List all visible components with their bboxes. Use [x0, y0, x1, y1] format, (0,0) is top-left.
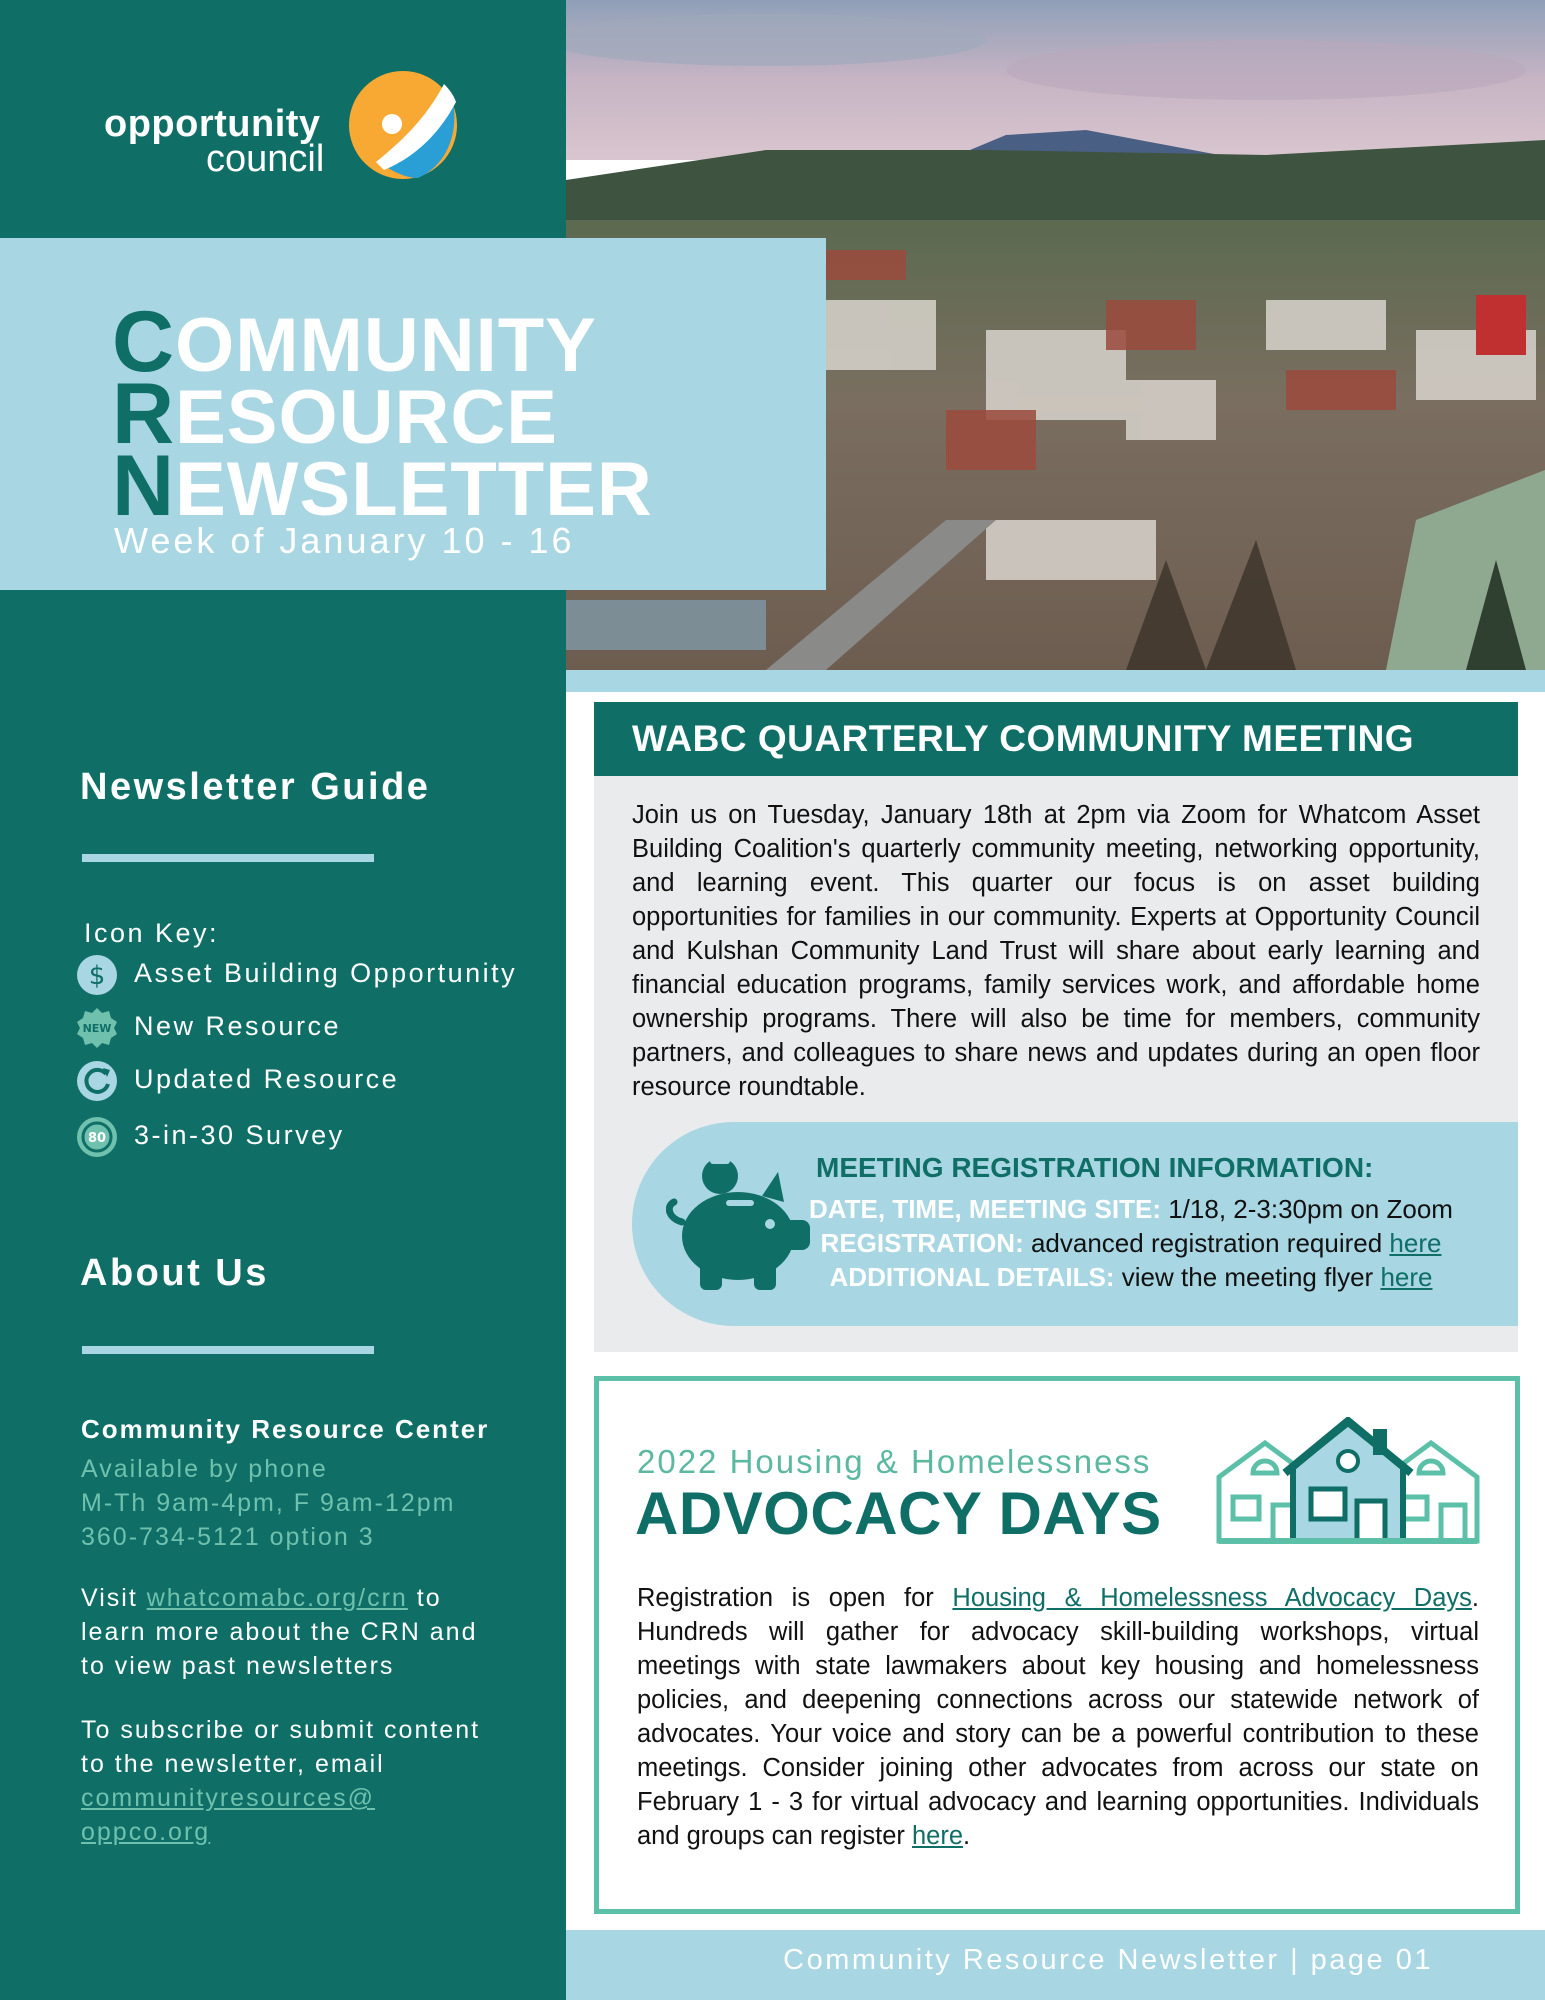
week-of-date: Week of January 10 - 16 — [114, 520, 575, 561]
wabc-meeting-card — [594, 702, 1518, 1352]
guide-divider — [82, 854, 374, 862]
photo-strip — [566, 670, 1545, 692]
piggy-bank-icon — [666, 1152, 816, 1294]
wabc-meeting-description: Join us on Tuesday, January 18th at 2pm via Zoom for Whatcom Asset Building Coalition's quarterly community meeting, networking opportunity, and learning event. This quarter our focus is on asset building opportunities for families in our community. Experts at Opportunity Council and Kulshan Community Land Trust will share about early learning and financial education programs, family services work, and affordable home ownership programs. There will also be time for members, community partners, and colleagues to share news and updates during an open floor resource roundtable. — [632, 801, 1480, 1101]
subscribe-paragraph — [81, 1713, 501, 1849]
advocacy-subtitle: 2022 Housing & Homelessness — [637, 1443, 1152, 1480]
page-footer — [566, 1930, 1545, 2000]
title-cap-c: C — [112, 294, 176, 390]
newsletter-guide-heading: Newsletter Guide — [80, 766, 431, 808]
registration-details-line — [796, 1262, 1466, 1293]
reg-key: REGISTRATION: — [820, 1228, 1024, 1258]
crc-hours: M-Th 9am-4pm, F 9am-12pm — [81, 1489, 456, 1517]
advocacy-register-here-link[interactable]: here — [912, 1822, 964, 1850]
about-divider — [82, 1346, 374, 1354]
houses-icon — [1213, 1417, 1483, 1547]
svg-text:$: $ — [88, 961, 106, 991]
subscribe-email-link[interactable]: communityresources@ oppco.org — [81, 1784, 376, 1846]
about-us-heading: About Us — [80, 1252, 269, 1294]
advocacy-days-card — [594, 1376, 1520, 1914]
new-badge-icon — [76, 1007, 118, 1049]
title-rest-2: ESOURCE — [175, 375, 558, 460]
wabc-meeting-title: WABC QUARTERLY COMMUNITY MEETING — [632, 718, 1415, 759]
title-line-newsletter — [112, 438, 653, 534]
crc-phone: 360-734-5121 option 3 — [81, 1523, 375, 1551]
adv-body-main: . Hundreds will gather for advocacy skill-building workshops, virtual meetings with state lawmakers about key housing and homelessness policies, and deepening connections across our statewide network of advocates. Your voice and story can be a powerful contribution to these meetings. Consider joining other advocates from across our state on February 1 - 3 for virtual advocacy and learning opportunities. Individuals and groups can register — [637, 1584, 1479, 1850]
title-rest-1: OMMUNITY — [175, 303, 597, 388]
logo-text-council: council — [206, 138, 325, 180]
reg-key: ADDITIONAL DETAILS: — [829, 1262, 1115, 1292]
dollar-icon — [76, 954, 118, 996]
registration-required-line — [796, 1228, 1466, 1259]
title-line-resource — [112, 366, 558, 462]
adv-body-end: . — [963, 1822, 971, 1850]
crn-website-link[interactable]: whatcomabc.org/crn — [146, 1584, 408, 1612]
opportunity-council-logo[interactable] — [104, 70, 464, 185]
icon-key-label: New Resource — [134, 1011, 342, 1041]
refresh-icon — [76, 1060, 118, 1102]
visit-paragraph — [81, 1581, 511, 1683]
meeting-flyer-here-link[interactable]: here — [1380, 1262, 1433, 1292]
subscribe-text: To subscribe or submit content to the newsletter, email — [81, 1716, 481, 1778]
reg-value: view the meeting flyer — [1114, 1262, 1381, 1292]
survey-icon — [76, 1116, 118, 1158]
title-line-community — [112, 294, 597, 390]
reg-value: advanced registration required — [1023, 1228, 1390, 1258]
survey-badge-text: 80 — [87, 1131, 107, 1146]
visit-prefix: Visit — [81, 1584, 147, 1612]
adv-body-prefix: Registration is open for — [637, 1584, 953, 1612]
icon-key-label: 3-in-30 Survey — [134, 1120, 345, 1150]
title-cap-n: N — [112, 438, 176, 534]
icon-key-label: Asset Building Opportunity — [134, 958, 518, 988]
advocacy-days-link[interactable]: Housing & Homelessness Advocacy Days — [952, 1584, 1472, 1612]
title-cap-r: R — [112, 366, 176, 462]
crc-availability: Available by phone — [81, 1455, 328, 1483]
visit-suffix: to learn more about the CRN and to view past newsletters — [81, 1584, 478, 1680]
registration-here-link[interactable]: here — [1389, 1228, 1442, 1258]
new-badge-text: NEW — [82, 1022, 112, 1035]
advocacy-description — [637, 1581, 1479, 1853]
registration-info-panel — [632, 1122, 1518, 1326]
registration-title: MEETING REGISTRATION INFORMATION: — [816, 1152, 1374, 1183]
crc-title: Community Resource Center — [81, 1414, 490, 1444]
title-rest-3: EWSLETTER — [175, 447, 653, 532]
advocacy-title: ADVOCACY DAYS — [635, 1480, 1162, 1547]
icon-key-label: Updated Resource — [134, 1064, 400, 1094]
registration-date-line — [796, 1194, 1466, 1225]
wabc-meeting-header — [594, 702, 1518, 776]
reg-key: DATE, TIME, MEETING SITE: — [809, 1194, 1161, 1224]
icon-key-title: Icon Key: — [84, 918, 220, 948]
logo-mark-icon — [348, 70, 458, 180]
footer-text: Community Resource Newsletter | page 01 — [783, 1944, 1433, 1976]
logo-text-opportunity: opportunity — [104, 103, 321, 145]
crc-details — [81, 1452, 531, 1554]
reg-value: 1/18, 2-3:30pm on Zoom — [1161, 1194, 1453, 1224]
